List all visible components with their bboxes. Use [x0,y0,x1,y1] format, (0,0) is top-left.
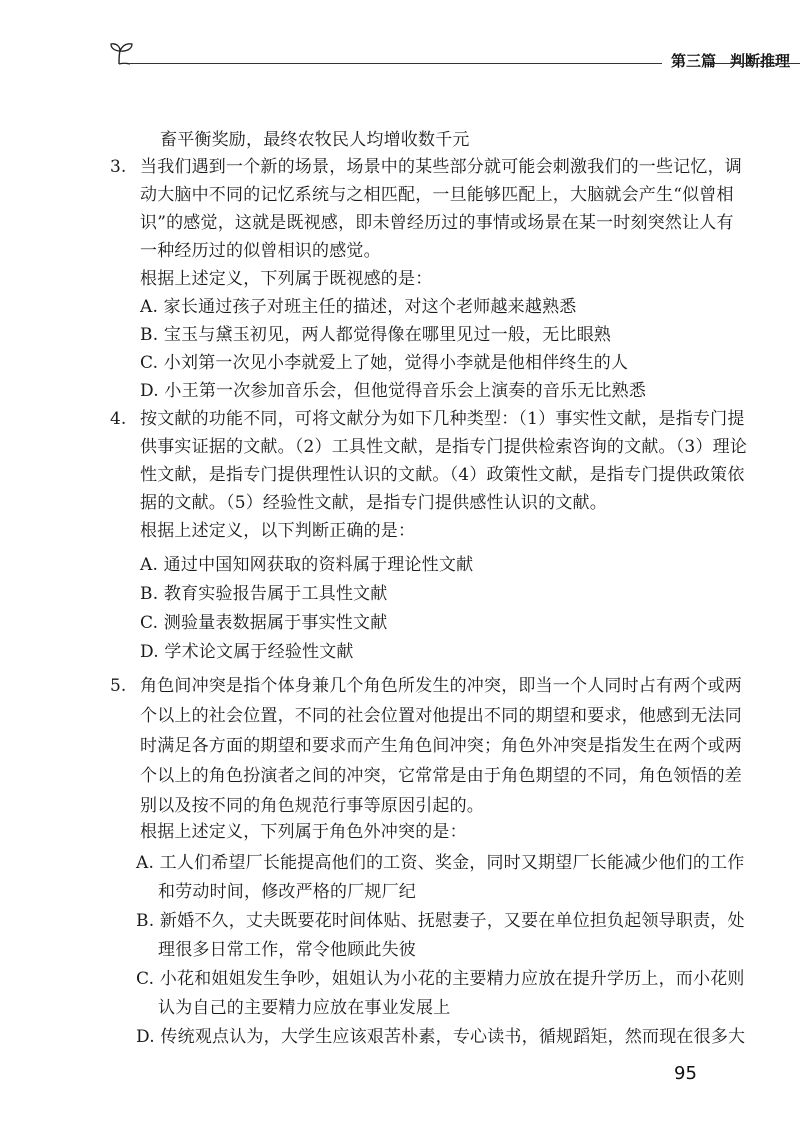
option: C. 小花和姐姐发生争吵，姐姐认为小花的主要精力应放在提升学历上，而小花则 [136,969,745,989]
option: D. 传统观点认为，大学生应该艰苦朴素，专心读书，循规蹈矩，然而现在很多大 [136,1027,746,1047]
question-prompt: 根据上述定义，下列属于角色外冲突的是： [140,822,467,842]
question-number: 4. [110,409,127,429]
option: B. 新婚不久，丈夫既要花时间体贴、抚慰妻子，又要在单位担负起领导职责，处 [136,911,745,931]
question-prompt: 根据上述定义，以下判断正确的是： [140,521,416,541]
stem-line: 供事实证据的文献。（2）工具性文献，是指专门提供检索咨询的文献。（3）理论 [140,437,748,457]
stem-line: 时满足各方面的期望和要求而产生角色间冲突；角色外冲突是指发生在两个或两 [140,736,742,756]
header-rule-left [130,63,662,64]
stem-line: 当我们遇到一个新的场景，场景中的某些部分就可能会刺激我们的一些记忆，调 [140,157,742,177]
stem-line: 识”的感觉，这就是既视感，即未曾经历过的事情或场景在某一时刻突然让人有 [140,213,734,233]
stem-line: 个以上的角色扮演者之间的冲突，它常常是由于角色期望的不同，角色领悟的差 [140,766,742,786]
stem-line: 别以及按不同的角色规范行事等原因引起的。 [140,796,484,816]
option: C. 测验量表数据属于事实性文献 [140,613,388,633]
stem-line: 角色间冲突是指个体身兼几个角色所发生的冲突，即当一个人同时占有两个或两 [140,676,742,696]
stem-line: 性文献，是指专门提供理性认识的文献。（4）政策性文献，是指专门提供政策依 [140,465,745,485]
option: B. 宝玉与黛玉初见，两人都觉得像在哪里见过一般，无比眼熟 [140,325,612,345]
continuation-text: 畜平衡奖励，最终农牧民人均增收数千元 [160,130,470,150]
question-number: 5. [110,676,127,696]
option: A. 通过中国知网获取的资料属于理论性文献 [140,555,474,575]
option-continuation: 和劳动时间，修改严格的厂规厂纪 [158,882,416,902]
option-continuation: 认为自己的主要精力应放在事业发展上 [158,998,451,1018]
option: D. 学术论文属于经验性文献 [140,642,354,662]
section-title [671,50,790,71]
stem-line: 按文献的功能不同，可将文献分为如下几种类型：（1）事实性文献，是指专门提 [140,409,745,429]
part-label: 第三篇 [671,52,717,70]
question-prompt: 根据上述定义，下列属于既视感的是： [140,269,433,289]
question-number: 3. [110,157,127,177]
option: D. 小王第一次参加音乐会，但他觉得音乐会上演奏的音乐无比熟悉 [140,381,647,401]
page-header [108,38,800,78]
header-rule-right [711,63,800,64]
option-continuation: 理很多日常工作，常令他顾此失彼 [158,940,416,960]
stem-line: 一种经历过的似曾相识的感觉。 [140,241,381,261]
stem-line: 个以上的社会位置，不同的社会位置对他提出不同的期望和要求，他感到无法同 [140,706,742,726]
option: B. 教育实验报告属于工具性文献 [140,584,388,604]
page-number: 95 [674,1063,697,1084]
section-label: 判断推理 [730,52,791,70]
stem-line: 据的文献。（5）经验性文献，是指专门提供感性认识的文献。 [140,493,607,513]
option: C. 小刘第一次见小李就爱上了她，觉得小李就是他相伴终生的人 [140,353,629,373]
option: A. 工人们希望厂长能提高他们的工资、奖金，同时又期望厂长能减少他们的工作 [136,853,745,873]
stem-line: 动大脑中不同的记忆系统与之相匹配，一旦能够匹配上，大脑就会产生“似曾相 [140,185,734,205]
option: A. 家长通过孩子对班主任的描述，对这个老师越来越熟悉 [140,297,577,317]
